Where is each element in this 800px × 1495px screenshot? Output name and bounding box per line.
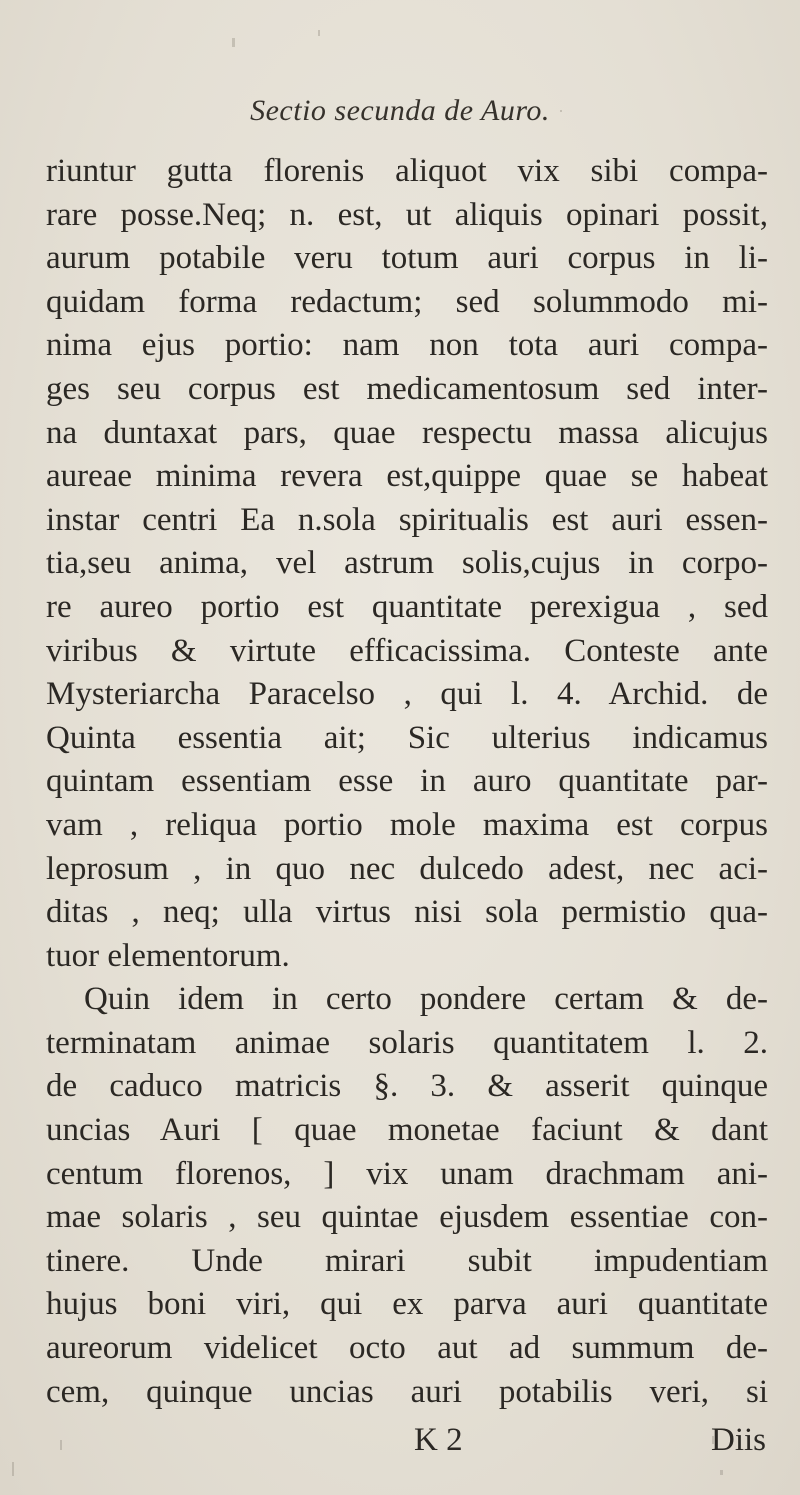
catchword: Diis [710, 1422, 766, 1458]
text-line: nima ejus portio: nam non tota auri compa- [46, 327, 768, 364]
text-line: centum florenos, ] vix unam drachmam ani- [46, 1155, 768, 1192]
text-line: tia,seu anima, vel astrum solis,cujus in corpo- [46, 545, 768, 582]
page-footer [46, 1418, 768, 1462]
text-line: ditas , neq; ulla virtus nisi sola permistio qua- [46, 894, 768, 931]
text-line: cem, quinque uncias auri potabilis veri, si [46, 1373, 768, 1410]
text-line: leprosum , in quo nec dulcedo adest, nec aci- [46, 850, 768, 887]
text-line: Quin idem in certo pondere certam & de- [84, 981, 768, 1018]
text-line: quidam forma redactum; sed solummodo mi- [46, 283, 768, 320]
text-line: tinere. Unde mirari subit impudentiam [46, 1242, 768, 1279]
text-line: terminatam animae solaris quantitatem l. 2. [46, 1024, 768, 1061]
text-line: na duntaxat pars, quae respectu massa alicujus [46, 414, 768, 451]
text-line: aureae minima revera est,quippe quae se habeat [46, 458, 768, 495]
text-line: mae solaris , seu quintae ejusdem essentiae con- [46, 1199, 768, 1236]
text-line: rare posse.Neq; n. est, ut aliquis opinari possit, [46, 196, 768, 233]
text-line: ges seu corpus est medicamentosum sed inter- [46, 370, 768, 407]
text-line: viribus & virtute efficacissima. Conteste ante [46, 632, 768, 669]
text-line: uncias Auri [ quae monetae faciunt & dant [46, 1112, 768, 1149]
body-text [46, 150, 768, 1414]
signature-mark: K 2 [414, 1422, 463, 1458]
text-line: vam , reliqua portio mole maxima est corpus [46, 806, 768, 843]
text-line: riuntur gutta florenis aliquot vix sibi compa- [46, 153, 768, 189]
text-line: aurum potabile veru totum auri corpus in li- [46, 240, 768, 277]
text-line: quintam essentiam esse in auro quantitate par- [46, 763, 768, 800]
text-line: Mysteriarcha Paracelso , qui l. 4. Archid. de [46, 676, 768, 713]
text-line: re aureo portio est quantitate perexigua , sed [46, 588, 768, 625]
text-line: instar centri Ea n.sola spiritualis est auri essen- [46, 501, 768, 538]
text-line: Quinta essentia ait; Sic ulterius indicamus [46, 719, 768, 756]
running-head: Sectio secunda de Auro. [250, 94, 550, 127]
text-line: hujus boni viri, qui ex parva auri quantitate [46, 1286, 768, 1323]
text-line: aureorum videlicet octo aut ad summum de- [46, 1330, 768, 1367]
text-line: de caduco matricis §. 3. & asserit quinque [46, 1068, 768, 1105]
text-line: tuor elementorum. [46, 937, 290, 974]
